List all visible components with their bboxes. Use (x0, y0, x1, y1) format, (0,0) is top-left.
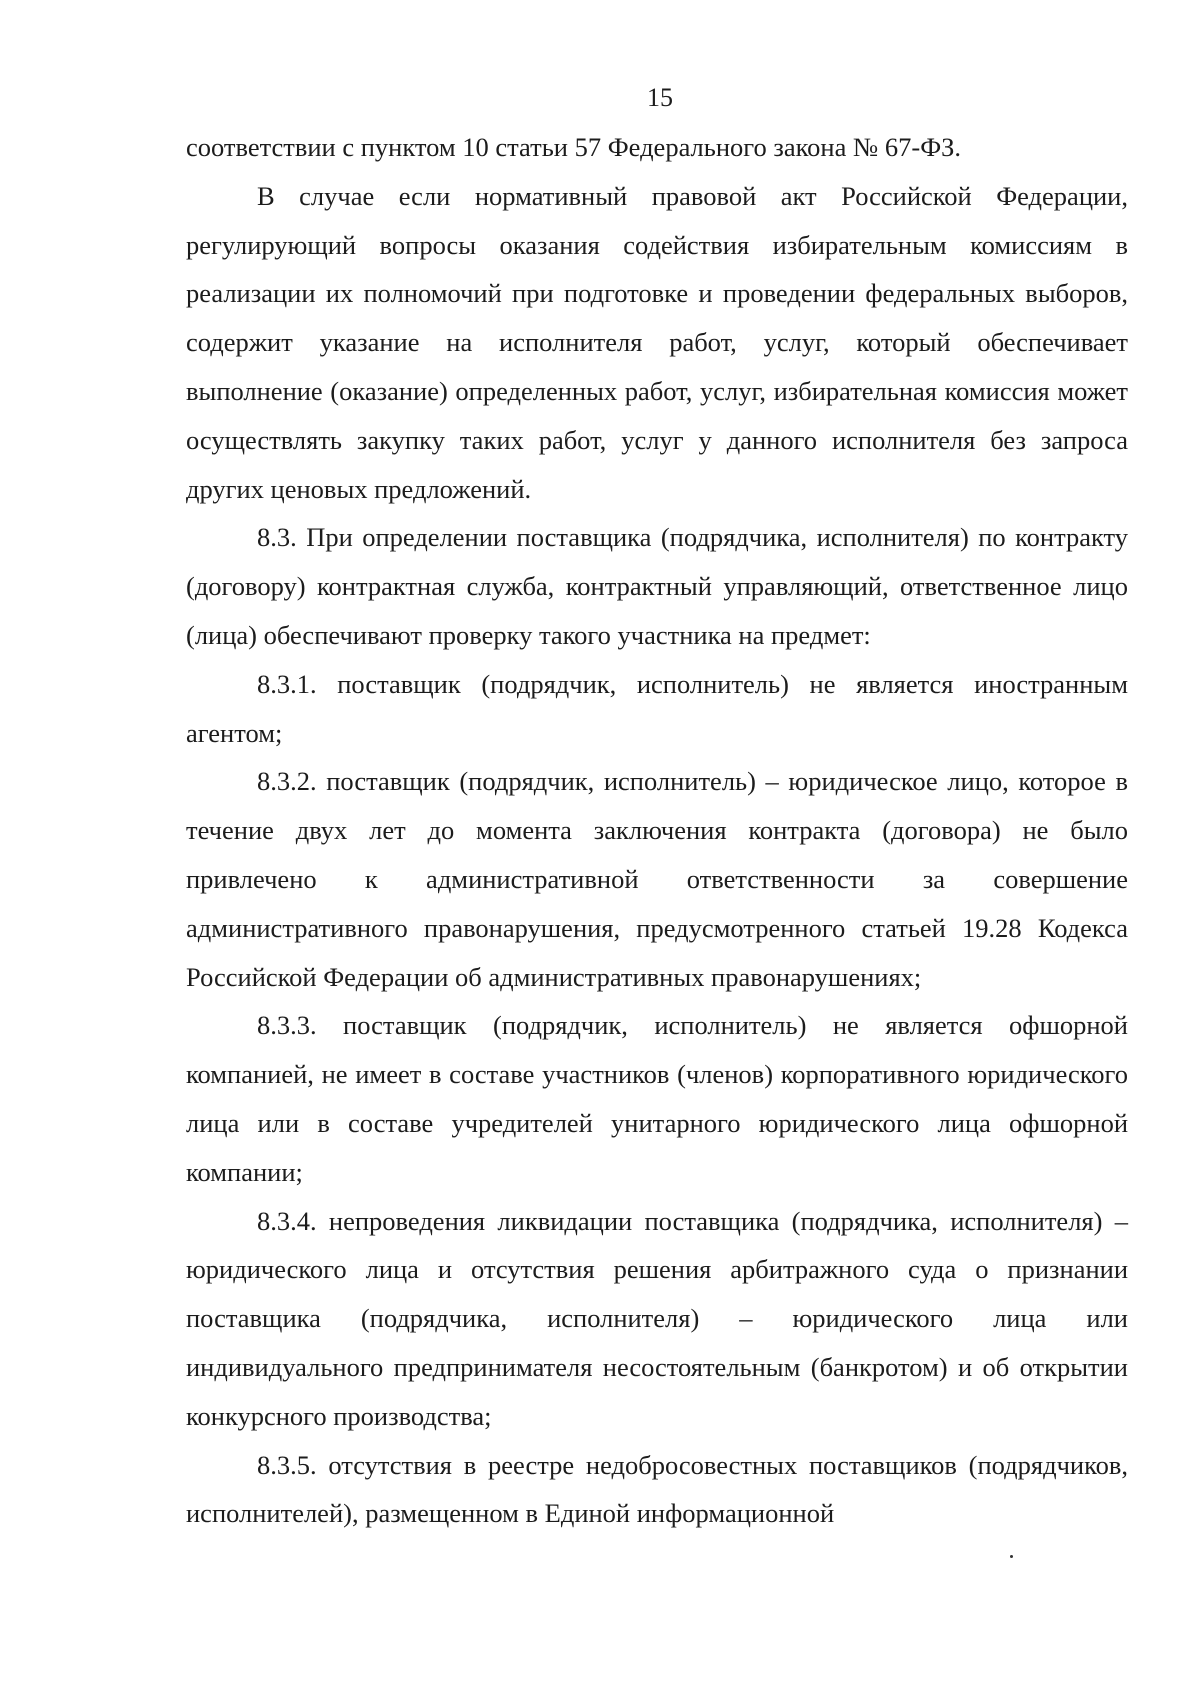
paragraph-8-3-4: 8.3.4. непроведения ликвидации поставщика (подрядчика, исполнителя) – юридического лица и отсутствия решения арбитражного суда о признании поставщика (подрядчика, исполнителя) – юридического лица или индивидуального предпринимателя несостоятельным (банкротом) и об открытии конкурсного производства; (186, 1205, 1128, 1431)
scan-artifact-dot (1010, 1555, 1013, 1558)
page-number: 15 (647, 83, 673, 112)
paragraph-8-3-1: 8.3.1. поставщик (подрядчик, исполнитель) не является иностранным агентом; (186, 668, 1128, 748)
paragraph-8-3-2: 8.3.2. поставщик (подрядчик, исполнитель) – юридическое лицо, которое в течение двух лет до момента заключения контракта (договора) не было привлечено к административной ответственности за совершение административного правонарушения, предусмотренного статьей 19.28 Кодекса Российской Федерации об административных правонарушениях; (186, 766, 1128, 992)
paragraph-election-commission-purchase: В случае если нормативный правовой акт Российской Федерации, регулирующий вопросы оказания содействия избирательным комиссиям в реализации их полномочий при подготовке и проведении федеральных выборов, содержит указание на исполнителя работ, услуг, который обеспечивает выполнение (оказание) определенных работ, услуг, избирательная комиссия может осуществлять закупку таких работ, услуг у данного исполнителя без запроса других ценовых предложений. (186, 180, 1128, 504)
paragraph-8-3: 8.3. При определении поставщика (подрядчика, исполнителя) по контракту (договору) контрактная служба, контрактный управляющий, ответственное лицо (лица) обеспечивают проверку такого участника на предмет: (186, 522, 1128, 650)
paragraph-8-3-3: 8.3.3. поставщик (подрядчик, исполнитель) не является офшорной компанией, не имеет в составе участников (членов) корпоративного юридического лица или в составе учредителей унитарного юридического лица офшорной компании; (186, 1010, 1128, 1187)
document-body (186, 123, 1128, 1538)
paragraph-continuation: соответствии с пунктом 10 статьи 57 Федерального закона № 67-ФЗ. (186, 132, 962, 162)
paragraph-8-3-5: 8.3.5. отсутствия в реестре недобросовестных поставщиков (подрядчиков, исполнителей), размещенном в Единой информационной (186, 1449, 1128, 1529)
